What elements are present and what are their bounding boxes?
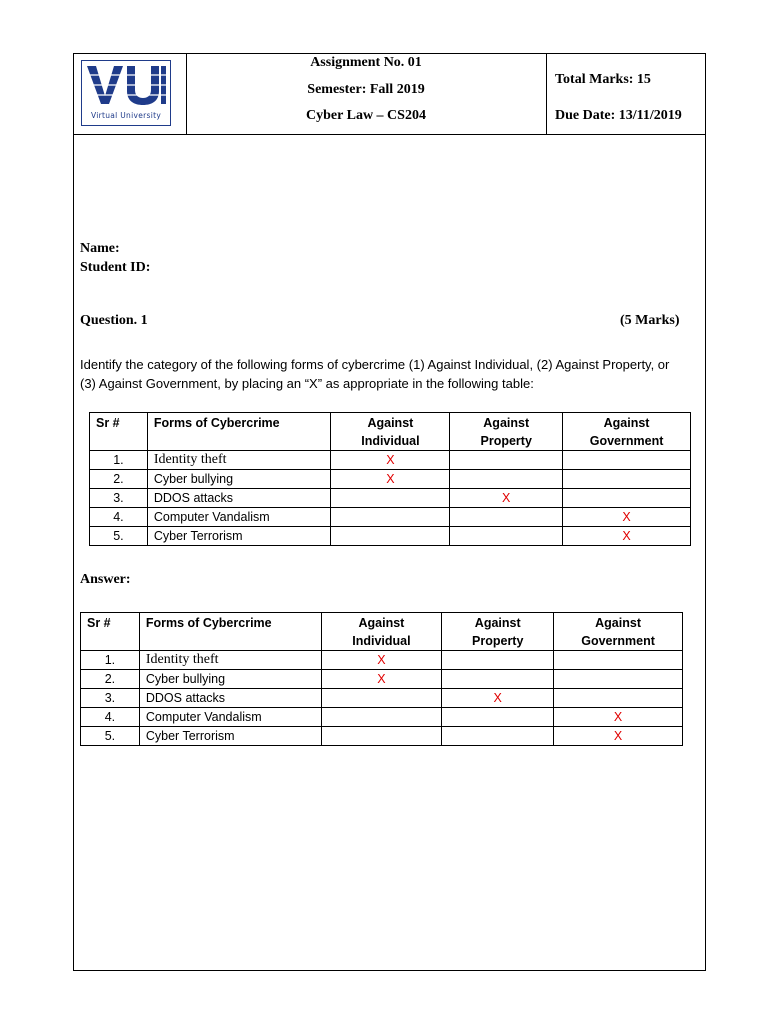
sr-cell: 1.	[81, 651, 140, 670]
table-row	[81, 689, 683, 708]
assignment-info-cell	[186, 54, 547, 134]
form-cell: Computer Vandalism	[139, 708, 321, 727]
property-cell	[442, 651, 554, 670]
header-property-text: Property	[480, 434, 532, 448]
form-cell: DDOS attacks	[139, 689, 321, 708]
government-cell	[554, 670, 683, 689]
table-row	[90, 527, 691, 546]
government-cell: X	[563, 527, 691, 546]
total-marks: Total Marks: 15	[555, 72, 651, 87]
form-cell: Cyber bullying	[147, 470, 331, 489]
header-government-text: Government	[581, 634, 655, 648]
sr-cell: 5.	[81, 727, 140, 746]
question-title: Question. 1	[80, 313, 148, 328]
header-sr	[81, 613, 140, 651]
table-row	[81, 708, 683, 727]
header-property	[442, 613, 554, 651]
sr-cell: 3.	[81, 689, 140, 708]
name-label: Name:	[80, 241, 120, 256]
header-property	[450, 413, 563, 451]
header-government-text: Against	[595, 616, 641, 630]
individual-cell	[321, 708, 442, 727]
header-individual	[321, 613, 442, 651]
form-cell: Computer Vandalism	[147, 508, 331, 527]
individual-cell: X	[321, 670, 442, 689]
header-row	[74, 54, 705, 135]
sr-cell: 1.	[90, 451, 148, 470]
header-forms	[139, 613, 321, 651]
government-cell	[563, 489, 691, 508]
header-sr	[90, 413, 148, 451]
question-text: Identify the category of the following forms of cybercrime (1) Against Individual, (2) Against Property, or (3) Against Government, by placing an “X” as appropriate in the following table:	[80, 357, 670, 391]
header-individual-text: Against	[367, 416, 414, 430]
header-individual-text: Individual	[361, 434, 420, 448]
header-government-text: Against	[603, 416, 650, 430]
property-cell	[450, 470, 563, 489]
individual-cell	[331, 489, 450, 508]
header-government-text: Government	[589, 434, 664, 448]
sr-cell: 3.	[90, 489, 148, 508]
individual-cell: X	[321, 651, 442, 670]
government-cell: X	[554, 708, 683, 727]
vu-logo-mark	[85, 63, 167, 107]
logo-caption: Virtual University	[90, 111, 162, 120]
student-id-label: Student ID:	[80, 260, 151, 275]
due-date: Due Date: 13/11/2019	[555, 108, 682, 123]
property-cell: X	[442, 689, 554, 708]
semester: Semester: Fall 2019	[307, 82, 425, 97]
answer-table	[80, 612, 683, 746]
vu-logo	[81, 60, 171, 126]
table-row	[90, 508, 691, 527]
table-row	[81, 727, 683, 746]
header-government	[563, 413, 691, 451]
header-forms-text: Forms of Cybercrime	[153, 416, 280, 430]
table-row	[90, 451, 691, 470]
sr-cell: 2.	[81, 670, 140, 689]
form-cell: DDOS attacks	[147, 489, 331, 508]
header-individual-text: Against	[358, 616, 405, 630]
individual-cell: X	[331, 451, 450, 470]
individual-cell	[331, 508, 450, 527]
sr-cell: 2.	[90, 470, 148, 489]
property-cell	[442, 727, 554, 746]
question-marks: (5 Marks)	[620, 313, 680, 328]
government-cell	[563, 470, 691, 489]
sr-cell: 4.	[81, 708, 140, 727]
sr-cell: 4.	[90, 508, 148, 527]
form-cell: Cyber bullying	[139, 670, 321, 689]
table-row	[81, 670, 683, 689]
question-table	[89, 412, 691, 546]
individual-cell: X	[331, 470, 450, 489]
header-property-text: Property	[472, 634, 524, 648]
course-title: Cyber Law – CS204	[306, 108, 426, 123]
table-header-row	[90, 413, 691, 451]
individual-cell	[321, 727, 442, 746]
sr-cell: 5.	[90, 527, 148, 546]
individual-cell	[331, 527, 450, 546]
header-property-text: Against	[474, 616, 521, 630]
header-sr-text: Sr #	[96, 416, 120, 430]
government-cell	[563, 451, 691, 470]
property-cell	[442, 670, 554, 689]
property-cell	[450, 451, 563, 470]
form-cell: Identity theft	[147, 451, 331, 470]
header-forms-text: Forms of Cybercrime	[145, 616, 272, 630]
property-cell	[442, 708, 554, 727]
header-property-text: Against	[483, 416, 530, 430]
property-cell	[450, 527, 563, 546]
form-cell: Cyber Terrorism	[139, 727, 321, 746]
header-individual	[331, 413, 450, 451]
form-cell: Cyber Terrorism	[147, 527, 331, 546]
form-cell: Identity theft	[139, 651, 321, 670]
answer-label: Answer:	[80, 572, 131, 587]
table-row	[90, 489, 691, 508]
header-government	[554, 613, 683, 651]
header-sr-text: Sr #	[87, 616, 111, 630]
table-row	[81, 651, 683, 670]
government-cell	[554, 651, 683, 670]
individual-cell	[321, 689, 442, 708]
table-row	[90, 470, 691, 489]
government-cell	[554, 689, 683, 708]
header-forms	[147, 413, 331, 451]
table-header-row	[81, 613, 683, 651]
government-cell: X	[563, 508, 691, 527]
header-individual-text: Individual	[352, 634, 411, 648]
marks-date-cell	[547, 54, 705, 134]
property-cell	[450, 508, 563, 527]
logo-cell	[74, 54, 187, 134]
assignment-number: Assignment No. 01	[310, 55, 422, 70]
property-cell: X	[450, 489, 563, 508]
government-cell: X	[554, 727, 683, 746]
